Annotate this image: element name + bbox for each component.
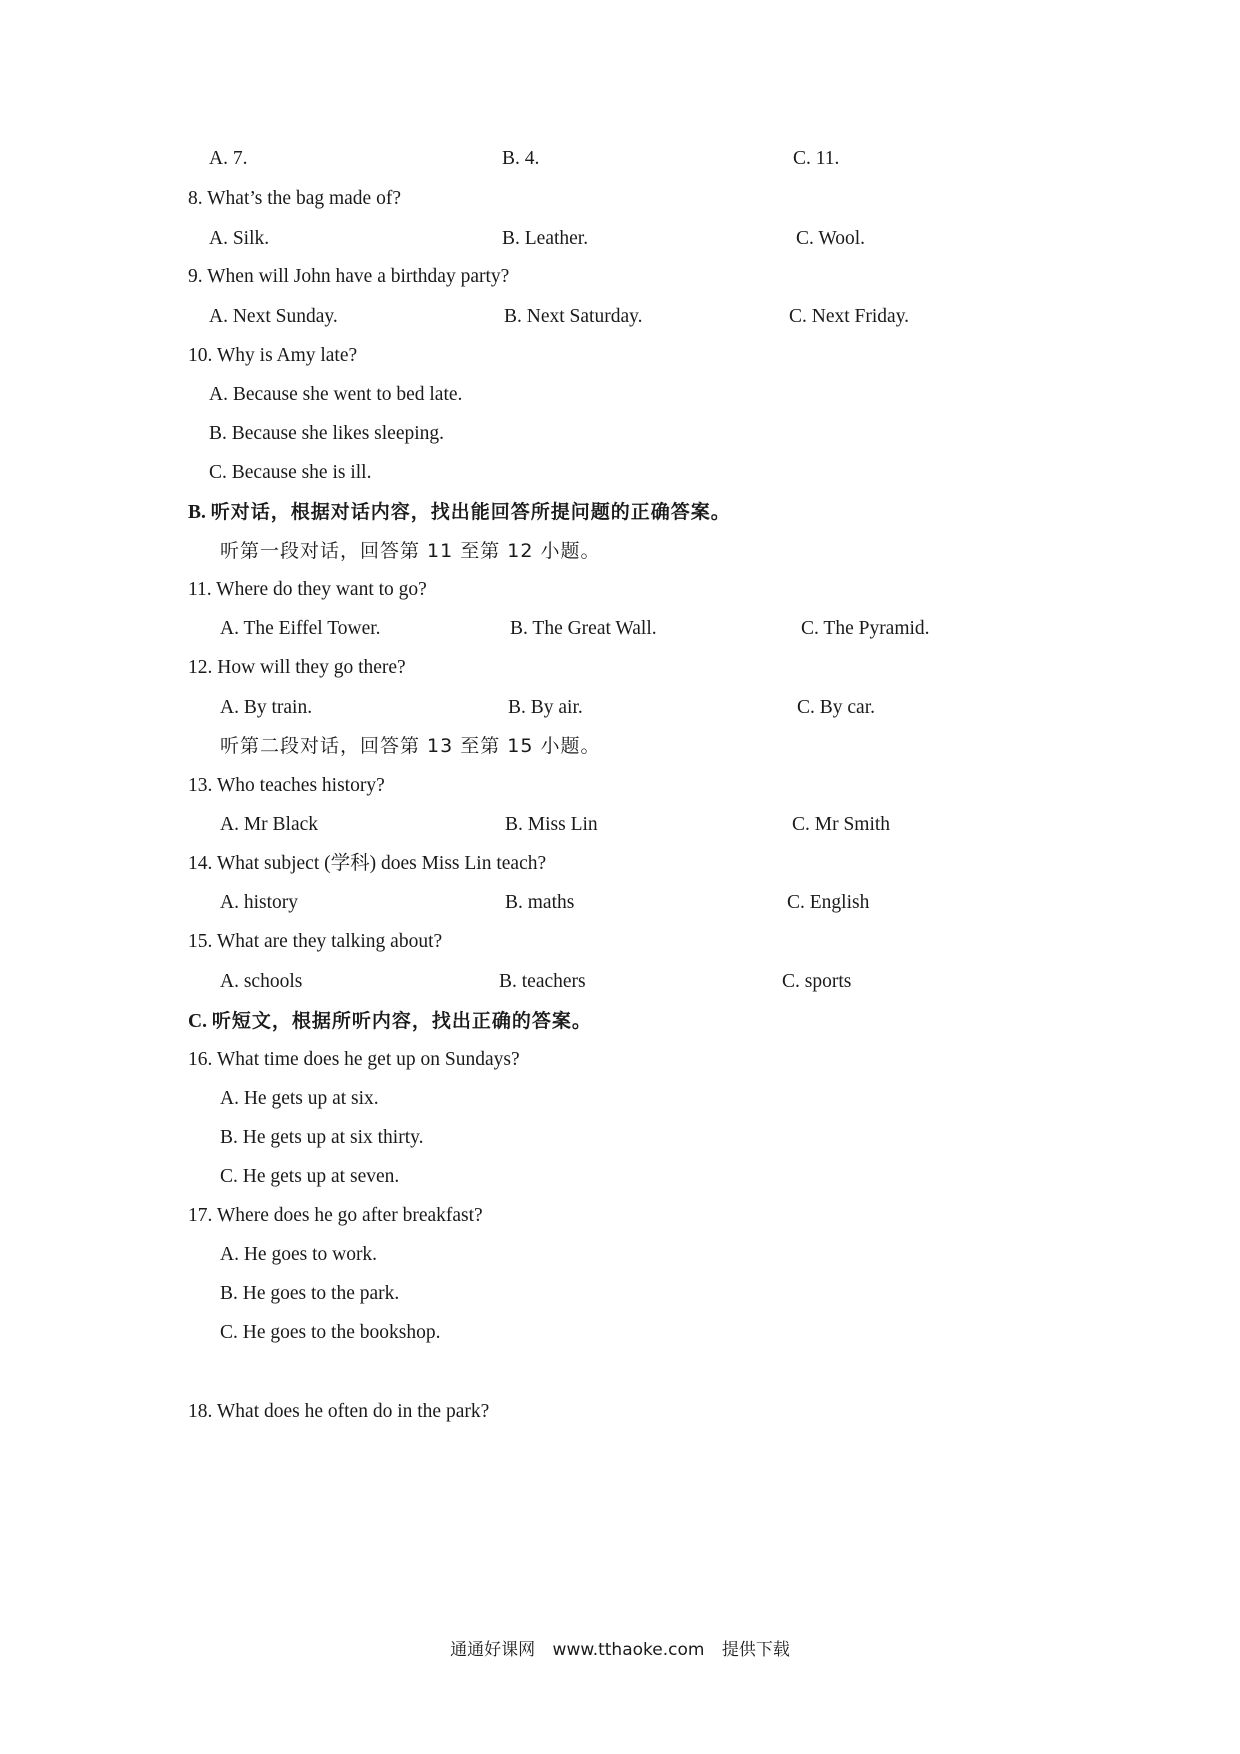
section-c-heading (188, 1008, 592, 1035)
q15-stem: 15. What are they talking about? (188, 931, 443, 952)
q18-stem: 18. What does he often do in the park? (188, 1401, 490, 1422)
q13-stem: 13. Who teaches history? (188, 775, 385, 796)
q10-option-c: C. Because she is ill. (209, 462, 372, 483)
q8-option-a: A. Silk. (209, 228, 270, 249)
q14-option-c: C. English (787, 892, 870, 913)
footer-site-name: 通通好课网 (450, 1640, 536, 1660)
footer-note: 提供下载 (721, 1640, 790, 1660)
q8-stem: 8. What’s the bag made of? (188, 188, 401, 209)
q17-option-b: B. He goes to the park. (220, 1283, 400, 1304)
q12-option-b: B. By air. (508, 697, 583, 718)
q11-option-a: A. The Eiffel Tower. (220, 618, 381, 639)
q16-option-b: B. He gets up at six thirty. (220, 1127, 424, 1148)
q9-option-c: C. Next Friday. (789, 306, 910, 327)
q11-option-c: C. The Pyramid. (801, 618, 930, 639)
q13-option-b: B. Miss Lin (505, 814, 598, 835)
q13-option-c: C. Mr Smith (792, 814, 891, 835)
section-b-title: 听对话，根据对话内容，找出能回答所提问题的正确答案。 (210, 501, 731, 523)
q10-option-a: A. Because she went to bed late. (209, 384, 463, 405)
q8-option-b: B. Leather. (502, 228, 589, 249)
q8-option-c: C. Wool. (796, 228, 866, 249)
section-b-heading (188, 499, 731, 526)
q15-option-a: A. schools (220, 971, 303, 992)
section-c-label: C. (188, 1011, 207, 1032)
q10-stem: 10. Why is Amy late? (188, 345, 358, 366)
q17-option-c: C. He goes to the bookshop. (220, 1322, 441, 1343)
q11-stem: 11. Where do they want to go? (188, 579, 427, 600)
q17-option-a: A. He goes to work. (220, 1244, 378, 1265)
q12-stem: 12. How will they go there? (188, 657, 406, 678)
q16-option-a: A. He gets up at six. (220, 1088, 379, 1109)
q14-option-b: B. maths (505, 892, 575, 913)
q12-option-a: A. By train. (220, 697, 313, 718)
page-footer (0, 1638, 1240, 1662)
q7-option-a: A. 7. (209, 148, 248, 169)
q17-stem: 17. Where does he go after breakfast? (188, 1205, 483, 1226)
q15-option-b: B. teachers (499, 971, 586, 992)
q9-option-b: B. Next Saturday. (504, 306, 643, 327)
section-c-title: 听短文，根据所听内容，找出正确的答案。 (211, 1010, 592, 1032)
q11-option-b: B. The Great Wall. (510, 618, 657, 639)
q10-option-b: B. Because she likes sleeping. (209, 423, 445, 444)
footer-url: www.tthaoke.com (552, 1640, 705, 1660)
section-b-label: B. (188, 502, 206, 523)
q7-option-c: C. 11. (793, 148, 840, 169)
q7-option-b: B. 4. (502, 148, 540, 169)
q9-stem: 9. When will John have a birthday party? (188, 266, 510, 287)
q14-stem: 14. What subject (学科) does Miss Lin teach? (188, 853, 547, 874)
q16-option-c: C. He gets up at seven. (220, 1166, 400, 1187)
q14-option-a: A. history (220, 892, 298, 913)
section-b-part2-instruction: 听第二段对话，回答第 13 至第 15 小题。 (220, 735, 601, 757)
section-b-part1-instruction: 听第一段对话，回答第 11 至第 12 小题。 (220, 540, 601, 562)
q16-stem: 16. What time does he get up on Sundays? (188, 1049, 520, 1070)
q13-option-a: A. Mr Black (220, 814, 319, 835)
q15-option-c: C. sports (782, 971, 852, 992)
q9-option-a: A. Next Sunday. (209, 306, 338, 327)
q12-option-c: C. By car. (797, 697, 875, 718)
